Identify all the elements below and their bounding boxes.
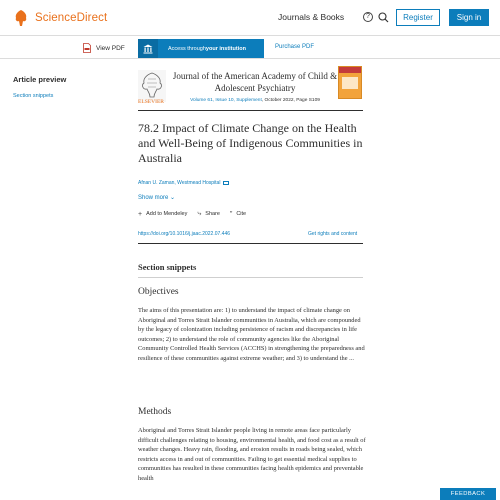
date-pages: , October 2022, Page S109 (261, 98, 320, 103)
divider (138, 243, 363, 244)
article-action-bar (0, 37, 500, 59)
objectives-text: The aims of this presentation are: 1) to understand the impact of climate change on Aboriginal and Torres Strait Islander communities in Australia, which are compounded by the legacy of colonization including persistence of racism and discrepancies in life outcomes; 2) to understand the role of community agencies like the Aboriginal Community Controlled Health Services (ACCHS) in strengthening the preparedness and resilience of these communities against extreme weather; and 3) to understand the ... (138, 307, 365, 362)
divider (138, 110, 363, 111)
help-circle-icon[interactable]: ? (363, 12, 373, 22)
access-institution-button[interactable] (138, 39, 264, 58)
cover-panel (342, 77, 358, 89)
purchase-pdf-link[interactable]: Purchase PDF (275, 44, 315, 50)
share-icon: ⤷ (197, 210, 202, 217)
pdf-file-icon (83, 43, 91, 53)
cover-band (339, 67, 361, 73)
author-link[interactable] (138, 180, 229, 186)
access-label-bold: your institution (205, 45, 246, 52)
add-mendeley-label: Add to Mendeley (146, 211, 188, 217)
access-label-prefix: Access through (168, 45, 206, 52)
show-more-label: Show more (138, 195, 169, 201)
doi-link[interactable]: https://doi.org/10.1016/j.jaac.2022.07.446 (138, 231, 231, 237)
sciencedirect-logo[interactable] (13, 9, 107, 27)
divider (138, 277, 363, 278)
view-pdf-label: View PDF (96, 44, 125, 52)
rights-link[interactable]: Get rights and content (308, 231, 358, 237)
methods-text: Aboriginal and Torres Strait Islander people living in remote areas face particularly difficult challenges relating to housing, environmental health, and food cost as a result of weather changes. Heavy rain, flooding, and erosion results in roads being sealed, which restricts access in and out of communities. Failing to get essential medical supplies to communities has resulted in these communities facing health epidemics and preventable health (138, 427, 366, 482)
article-tools (138, 210, 256, 218)
cite-button[interactable] (230, 211, 246, 218)
sidebar-title: Article preview (13, 75, 67, 84)
sidebar-item-section-snippets[interactable]: Section snippets (13, 93, 54, 99)
methods-heading: Methods (138, 407, 172, 417)
chevron-down-icon: ⌄ (170, 195, 176, 201)
journals-books-link[interactable]: Journals & Books (278, 12, 345, 22)
section-snippets-heading: Section snippets (138, 262, 197, 272)
register-button[interactable]: Register (396, 9, 440, 26)
feedback-button[interactable]: FEEDBACK (440, 488, 496, 500)
share-button[interactable] (197, 210, 220, 218)
cite-label: Cite (236, 211, 247, 217)
publisher-name: ELSEVIER (138, 99, 164, 105)
author-name: Afnan U. Zaman, Westmead Hospital (138, 180, 221, 186)
search-icon[interactable] (378, 12, 389, 23)
article-title: 78.2 Impact of Climate Change on the Health and Well-Being of Indigenous Communities in Australia (138, 121, 363, 165)
mail-icon (223, 181, 229, 185)
journal-cover-image[interactable] (338, 66, 362, 99)
show-more-button[interactable] (138, 194, 175, 201)
top-header (0, 0, 500, 36)
quote-icon: ” (229, 210, 233, 218)
sign-in-button[interactable]: Sign in (449, 9, 489, 26)
add-to-mendeley-button[interactable] (138, 211, 187, 218)
elsevier-tree-icon (13, 9, 29, 27)
journal-issue-info (172, 98, 338, 103)
institution-icon (138, 39, 158, 58)
view-pdf-button[interactable] (83, 43, 125, 53)
journal-title[interactable]: Journal of the American Academy of Child & Adolescent Psychiatry (172, 71, 338, 93)
share-label: Share (205, 211, 220, 217)
objectives-heading: Objectives (138, 287, 179, 297)
plus-icon: + (138, 210, 143, 218)
volume-link[interactable]: Volume 61, Issue 10, Supplement (190, 98, 262, 103)
brand-name: ScienceDirect (35, 12, 108, 24)
